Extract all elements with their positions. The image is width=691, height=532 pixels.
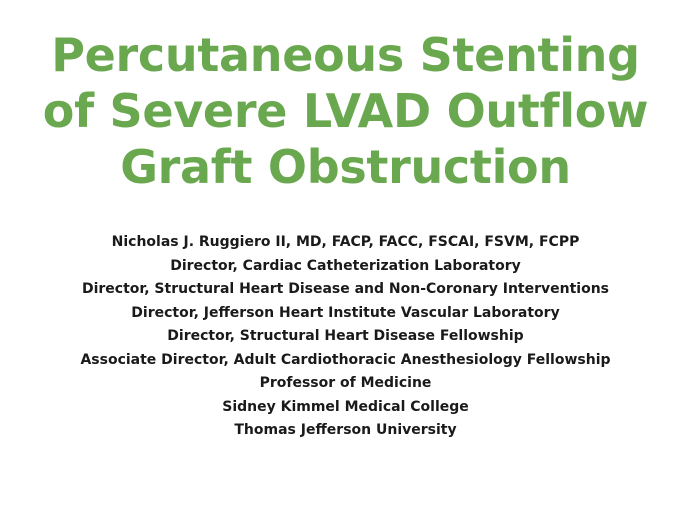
title-line-1: Percutaneous Stenting [51,28,640,82]
author-name: Nicholas J. Ruggiero II, MD, FACP, FACC, FSCAI, FSVM, FCPP [111,234,580,250]
slide-title [10,27,681,195]
author-credentials [10,231,681,443]
title-line-2: of Severe LVAD Outflow [42,84,649,138]
author-role-vascular-lab: Director, Jefferson Heart Institute Vascular Laboratory [131,304,560,321]
author-role-associate-director: Associate Director, Adult Cardiothoracic Anesthesiology Fellowship [80,351,611,368]
author-role-fellowship-director: Director, Structural Heart Disease Fellowship [167,328,524,344]
author-role-structural-heart: Director, Structural Heart Disease and Non-Coronary Interventions [81,281,610,297]
author-role-cath-lab: Director, Cardiac Catheterization Laboratory [170,257,521,274]
author-university: Thomas Jefferson University [234,422,457,438]
author-college: Sidney Kimmel Medical College [222,398,469,415]
title-line-3: Graft Obstruction [120,140,571,194]
author-title-professor: Professor of Medicine [259,375,432,391]
